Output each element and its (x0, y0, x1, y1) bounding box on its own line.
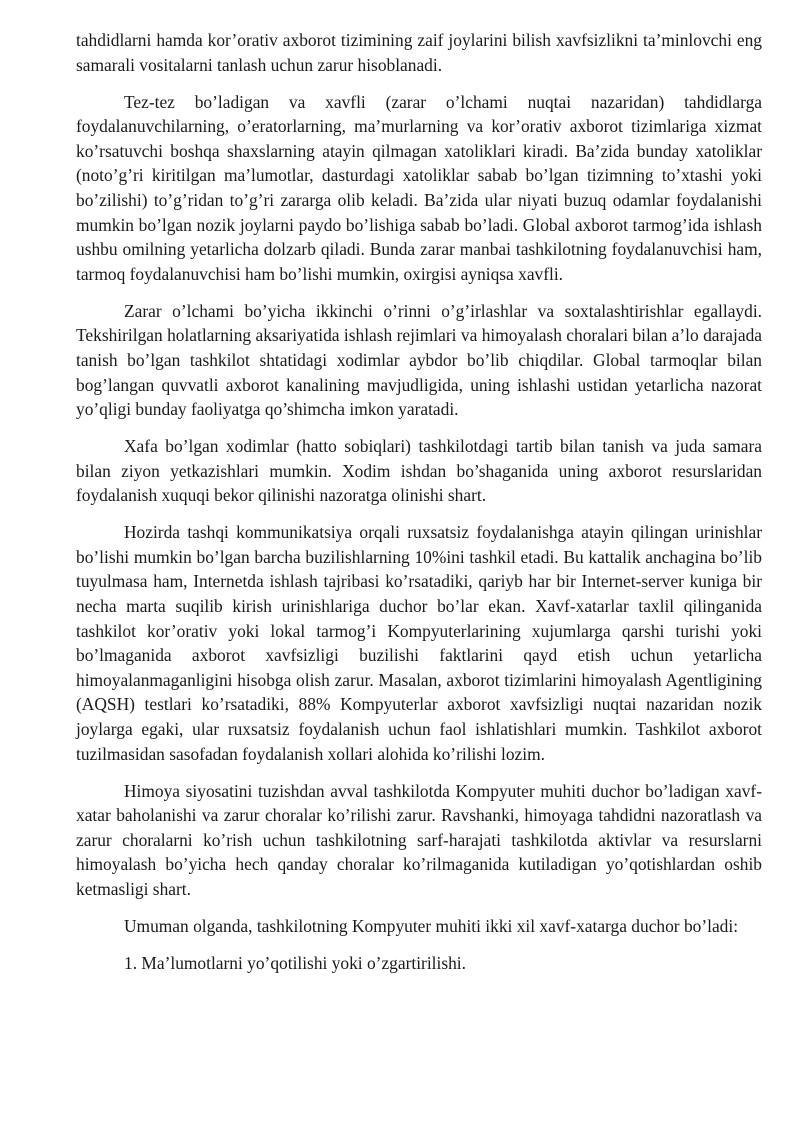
paragraph-2: Tez-tez bo’ladigan va xavfli (zarar o’lchami nuqtai nazaridan) tahdidlarga foydalanuvchilarning, o’eratorlarning, ma’murlarning va kor’orativ axborot tizimlariga xizmat ko’rsatuvchi boshqa shaxslarning atayin qilmagan xatoliklari kiradi. Ba’zida bunday xatoliklar (noto’g’ri kiritilgan ma’lumotlar, dasturdagi xatoliklar sabab bo’lgan tizimning to’xtashi yoki bo’zilishi) to’g’ridan to’g’ri zararga olib keladi. Ba’zida ular niyati buzuq odamlar foydalanishi mumkin bo’lgan nozik joylarni paydo bo’lishiga sabab bo’ladi. Global axborot tarmog’ida ishlash ushbu omilning yetarlicha dolzarb qiladi. Bunda zarar manbai tashkilotning foydalanuvchisi ham, tarmoq foydalanuvchisi ham bo’lishi mumkin, oxirgisi ayniqsa xavfli. (76, 91, 762, 284)
paragraph-4: Xafa bo’lgan xodimlar (hatto sobiqlari) tashkilotdagi tartib bilan tanish va juda samara bilan ziyon yetkazishlari mumkin. Xodim ishdan bo’shaganida uning axborot resurslaridan foydalanish xuquqi bekor qilinishi nazoratga olinishi shart. (76, 436, 762, 506)
paragraph-5: Hozirda tashqi kommunikatsiya orqali ruxsatsiz foydalanishga atayin qilingan urinishlar bo’lishi mumkin bo’lgan barcha buzilishlarning 10%ini tashkil etadi. Bu kattalik anchagina bo’lib tuyulmasa ham, Internetda ishlash tajribasi ko’rsatadiki, qariyb har bir Internet-server kuniga bir necha marta suqilib kirish urinishlariga duchor bo’lar ekan. Xavf-xatarlar taxlil qilinganida tashkilot kor’orativ yoki lokal tarmog’i Kompyuterlarining xujumlarga qarshi turishi yoki bo’lmaganida axborot xavfsizligi buzilishi faktlarini qayd etish uchun yetarlicha himoyalanmaganligini hisobga olish zarur. Masalan, axborot tizimlarini himoyalash Agentligining (AQSH) testlari ko’rsatadiki, 88% Kompyuterlar axborot xavfsizligi nuqtai nazaridan nozik joylarga egaki, ular ruxsatsiz foydalanish uchun faol ishlatishlari mumkin. Tashkilot axborot tuzilmasidan sasofadan foydalanish xollari alohida ko’rilishi lozim. (76, 522, 762, 764)
paragraph-6: Himoya siyosatini tuzishdan avval tashkilotda Kompyuter muhiti duchor bo’ladigan xavf-xatar baholanishi va zarur choralar ko’rilishi zarur. Ravshanki, himoyaga tahdidni nazoratlash va zarur choralarni ko’rish uchun tashkilotning sarf-harajati tashkilotda aktivlar va resurslarni himoyalash bo’yicha hech qanday choralar ko’rilmaganida kutiladigan yo’qotishlardan oshib ketmasligi shart. (76, 780, 762, 899)
paragraph-7: Umuman olganda, tashkilotning Kompyuter muhiti ikki xil xavf-xatarga duchor bo’ladi: (124, 915, 739, 936)
paragraph-3: Zarar o’lchami bo’yicha ikkinchi o’rinni o’g’irlashlar va soxtalashtirishlar egallaydi. Tekshirilgan holatlarning aksariyatida ishlash rejimlari va himoyalash choralari bilan a’lo darajada tanish bo’lgan tashkilot shtatidagi xodimlar aybdor bo’lib chiqdilar. Global tarmoqlar bilan bog’langan quvvatli axborot kanalining mavjudligida, uning ishlashi ustidan yetarlicha nazorat yo’qligi bunday faoliyatga qo’shimcha imkon yaratadi. (76, 300, 762, 420)
list-item: 1. Ma’lumotlarni yo’qotilishi yoki o’zgartirilishi. (124, 952, 466, 973)
paragraph-1: tahdidlarni hamda kor’orativ axborot tizimining zaif joylarini bilish xavfsizlikni ta’minlovchi eng samarali vositalarni tanlash uchun zarur hisoblanadi. (76, 30, 762, 75)
